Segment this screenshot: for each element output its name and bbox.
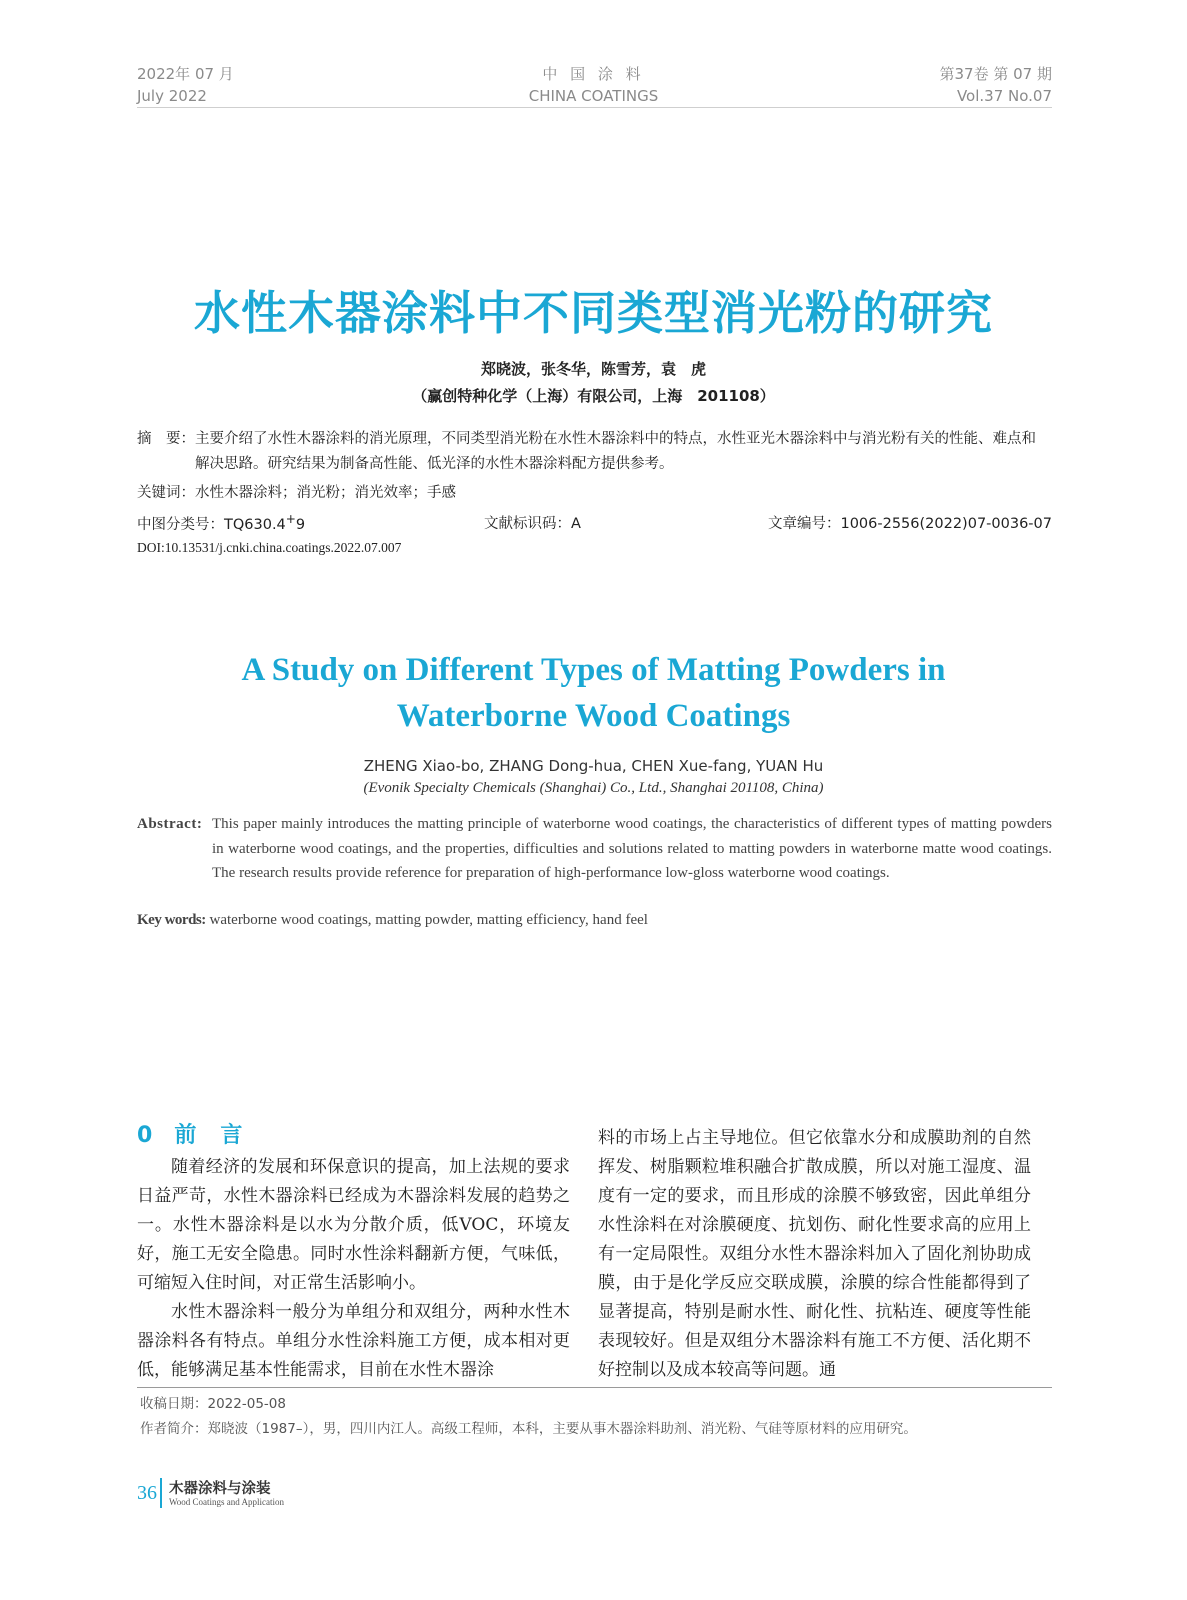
footnote-received: 收稿日期：2022-05-08 — [140, 1396, 286, 1412]
affiliation-en: (Evonik Specialty Chemicals (Shanghai) Co., Ltd., Shanghai 201108, China) — [363, 780, 824, 796]
document-code: 文献标识码：A — [484, 516, 581, 532]
doi: DOI:10.13531/j.cnki.china.coatings.2022.07.007 — [137, 540, 402, 555]
keywords-en-text: waterborne wood coatings, matting powder, matting efficiency, hand feel — [209, 912, 648, 928]
title-en-line2: Waterborne Wood Coatings — [396, 698, 791, 734]
body-column-left — [137, 1153, 570, 1385]
keywords-en-label: Key words: — [137, 912, 206, 928]
header-date-cn: 2022年 07 月 — [137, 65, 234, 83]
body-column-right — [598, 1124, 1031, 1385]
header-date-en: July 2022 — [137, 87, 207, 105]
footer-journal-cn: 木器涂料与涂装 — [169, 1481, 271, 1497]
header-date — [137, 63, 234, 107]
abstract-en-label: Abstract: — [137, 816, 203, 832]
body-paragraph: 水性木器涂料一般分为单组分和双组分，两种水性木器涂料各有特点。单组分水性涂料施工方便，成本相对更低，能够满足基本性能需求，目前在水性木器涂 — [137, 1302, 570, 1380]
clc-number — [137, 512, 305, 534]
affiliation-cn: （赢创特种化学（上海）有限公司，上海 201108） — [412, 387, 775, 405]
body-paragraph: 随着经济的发展和环保意识的提高，加上法规的要求日益严苛，水性木器涂料已经成为木器涂料发展的趋势之一。水性木器涂料是以水为分散介质，低VOC，环境友好，施工无安全隐患。同时水性涂料翻新方便，气味低，可缩短入住时间，对正常生活影响小。 — [137, 1157, 570, 1293]
header-journal-en: CHINA COATINGS — [528, 87, 659, 105]
clc-prefix: 中图分类号：TQ630.4 — [137, 516, 286, 533]
header-journal — [460, 63, 727, 107]
body-paragraph: 料的市场上占主导地位。但它依靠水分和成膜助剂的自然挥发、树脂颗粒堆积融合扩散成膜，所以对施工湿度、温度有一定的要求，而且形成的涂膜不够致密，因此单组分水性涂料在对涂膜硬度、抗划伤、耐化性要求高的应用上有一定局限性。双组分水性木器涂料加入了固化剂协助成膜，由于是化学反应交联成膜，涂膜的综合性能都得到了显著提高，特别是耐水性、耐化性、抗粘连、硬度等性能表现较好。但是双组分木器涂料有施工不方便、活化期不好控制以及成本较高等问题。通 — [598, 1128, 1031, 1380]
abstract-en — [137, 812, 1052, 886]
clc-sup: + — [285, 512, 296, 526]
header-issue-cn: 第37卷 第 07 期 — [939, 65, 1052, 83]
footer-divider — [160, 1478, 162, 1508]
footnote-rule — [137, 1387, 1052, 1388]
abstract-en-text: This paper mainly introduces the matting principle of waterborne wood coatings, the characteristics of different types of matting powders in waterborne wood coatings, and the properties, difficulties and solutions related to matting powders in waterborne matte wood coatings. The research results provide reference for preparation of high-performance low-gloss waterborne wood coatings. — [212, 816, 1052, 881]
keywords-en — [137, 912, 648, 929]
footer-journal-en: Wood Coatings and Application — [169, 1497, 285, 1507]
article-number: 文章编号：1006-2556(2022)07-0036-07 — [767, 516, 1052, 532]
title-en — [0, 647, 1187, 739]
page-number: 36 — [137, 1482, 157, 1504]
abstract-cn-label: 摘 要： — [137, 431, 195, 447]
clc-suffix: 9 — [295, 516, 306, 533]
abstract-cn — [137, 427, 1052, 477]
authors-en: ZHENG Xiao-bo, ZHANG Dong-hua, CHEN Xue-fang, YUAN Hu — [363, 757, 824, 775]
section-heading — [137, 1118, 266, 1149]
abstract-cn-text: 主要介绍了水性木器涂料的消光原理，不同类型消光粉在水性木器涂料中的特点，水性亚光木器涂料中与消光粉有关的性能、难点和解决思路。研究结果为制备高性能、低光泽的水性木器涂料配方提供参考。 — [195, 431, 1036, 472]
header-rule — [137, 107, 1052, 108]
section-title: 前言 — [174, 1123, 267, 1148]
header-issue — [940, 63, 1052, 107]
footnote-author-bio: 作者简介：郑晓波（1987–），男，四川内江人。高级工程师，本科，主要从事木器涂料助剂、消光粉、气硅等原材料的应用研究。 — [140, 1421, 917, 1437]
header-issue-en: Vol.37 No.07 — [956, 87, 1052, 105]
section-number: 0 — [137, 1123, 155, 1148]
keywords-cn: 关键词：水性木器涂料；消光粉；消光效率；手感 — [137, 485, 456, 501]
header-journal-cn: 中 国 涂 料 — [542, 65, 645, 83]
title-cn: 水性木器涂料中不同类型消光粉的研究 — [194, 286, 993, 340]
title-en-line1: A Study on Different Types of Matting Powders in — [241, 652, 946, 688]
authors-cn: 郑晓波，张冬华，陈雪芳，袁 虎 — [480, 360, 706, 378]
